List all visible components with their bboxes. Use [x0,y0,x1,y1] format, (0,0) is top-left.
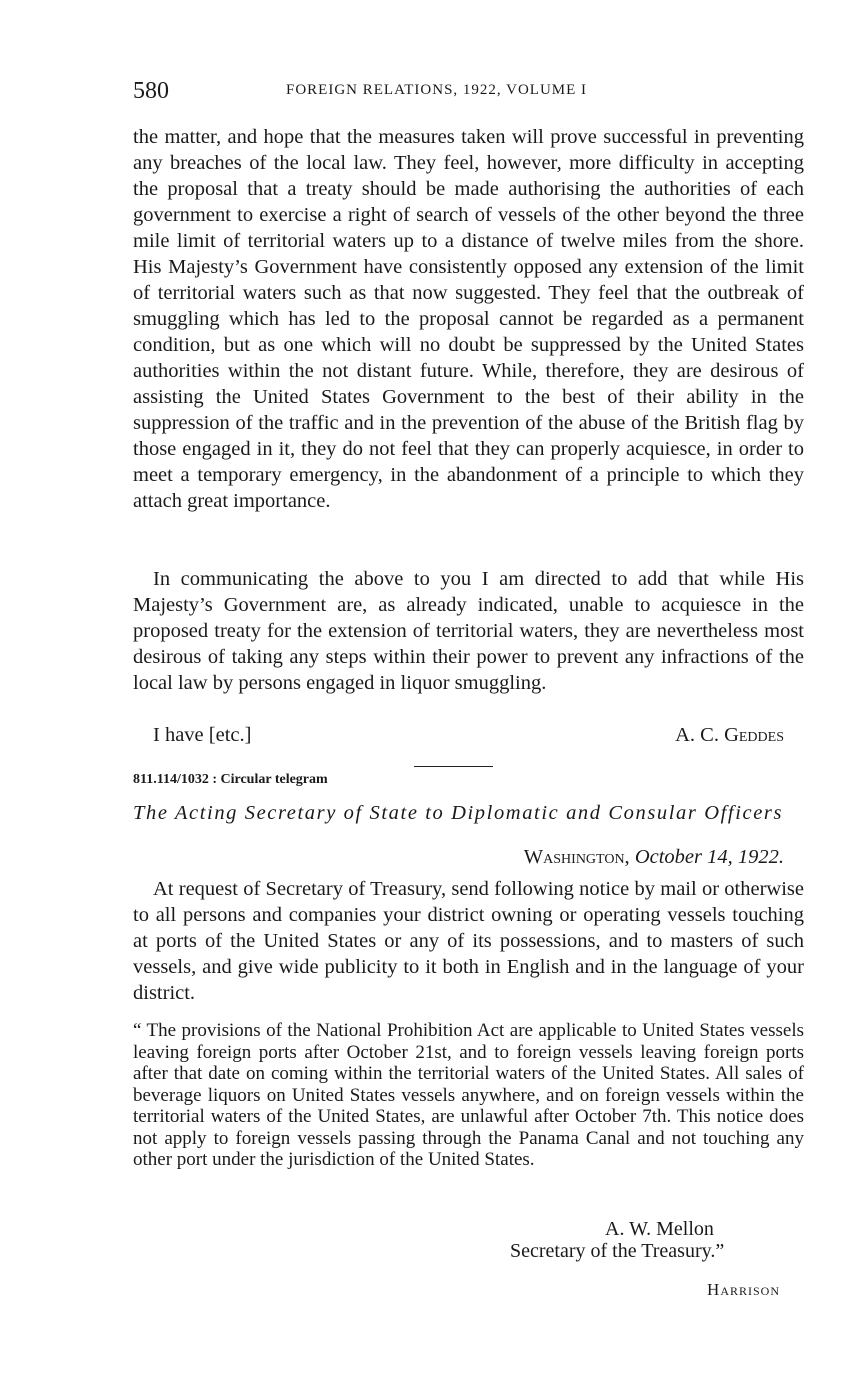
quote-signer-title: Secretary of the Treasury.” [510,1240,725,1262]
quote-signer-name: A. W. Mellon [605,1218,714,1240]
section-divider [414,766,493,767]
page-header [133,78,804,108]
letter-paragraph-1: the matter, and hope that the measures taken will prove successful in preventing any breaches of the local law. They feel, however, more difficulty in accepting the proposal that a treaty should be made authorising the authorities of each government to exercise a right of search of vessels of the other beyond the three mile limit of territorial waters up to a distance of twelve miles from the shore. His Majesty’s Government have consistently opposed any extension of the limit of territorial waters such as that now suggested. They feel that the outbreak of smuggling which has led to the proposal cannot be regarded as a permanent condition, but as one which will no doubt be suppressed by the United States authorities within the not distant future. While, therefore, they are desirous of assisting the United States Government to the best of their ability in the suppression of the traffic and in the prevention of the abuse of the British flag by those engaged in it, they do not feel that they can properly acquiesce, in order to meet a temporary emergency, in the abandonment of a principle to which they attach great importance. [133,126,804,512]
telegram-signer: Harrison [707,1280,780,1299]
letter-closing: I have [etc.] [153,724,252,746]
file-reference: 811.114/1032 : Circular telegram [133,772,328,787]
telegram-paragraph: At request of Secretary of Treasury, send following notice by mail or otherwise to all persons and companies your district owning or operating vessels touching at ports of the United States or any of its possessions, and to masters of such vessels, and give wide publicity to it both in English and in the language of your district. [133,878,804,1004]
dateline-place: Washington, [523,846,630,868]
dateline-date: October 14, 1922. [634,846,784,868]
dateline [524,846,784,869]
document-title: The Acting Secretary of State to Diplomatic and Consular Officers [133,802,784,824]
letter-paragraph-2: In communicating the above to you I am directed to add that while His Majesty’s Government are, as already indicated, unable to acquiesce in the proposed treaty for the extension of territorial waters, they are nevertheless most desirous of taking any steps within their power to prevent any infractions of the local law by persons engaged in liquor smuggling. [133,568,804,694]
treasury-notice-quote: “ The provisions of the National Prohibition Act are applicable to United States vessels leaving foreign ports after October 21st, and to foreign vessels leaving foreign ports after that date on coming within the territorial waters of the United States. All sales of beverage liquors on United States vessels anywhere, and on foreign vessels within the territorial waters of the United States, are unlawful after October 7th. This notice does not apply to foreign vessels passing through the Panama Canal and not touching any other port under the jurisdiction of the United States. [133,1020,804,1170]
letter-signature: A. C. Geddes [675,724,784,746]
page-number: 580 [133,78,169,104]
running-head: FOREIGN RELATIONS, 1922, VOLUME I [286,82,588,98]
